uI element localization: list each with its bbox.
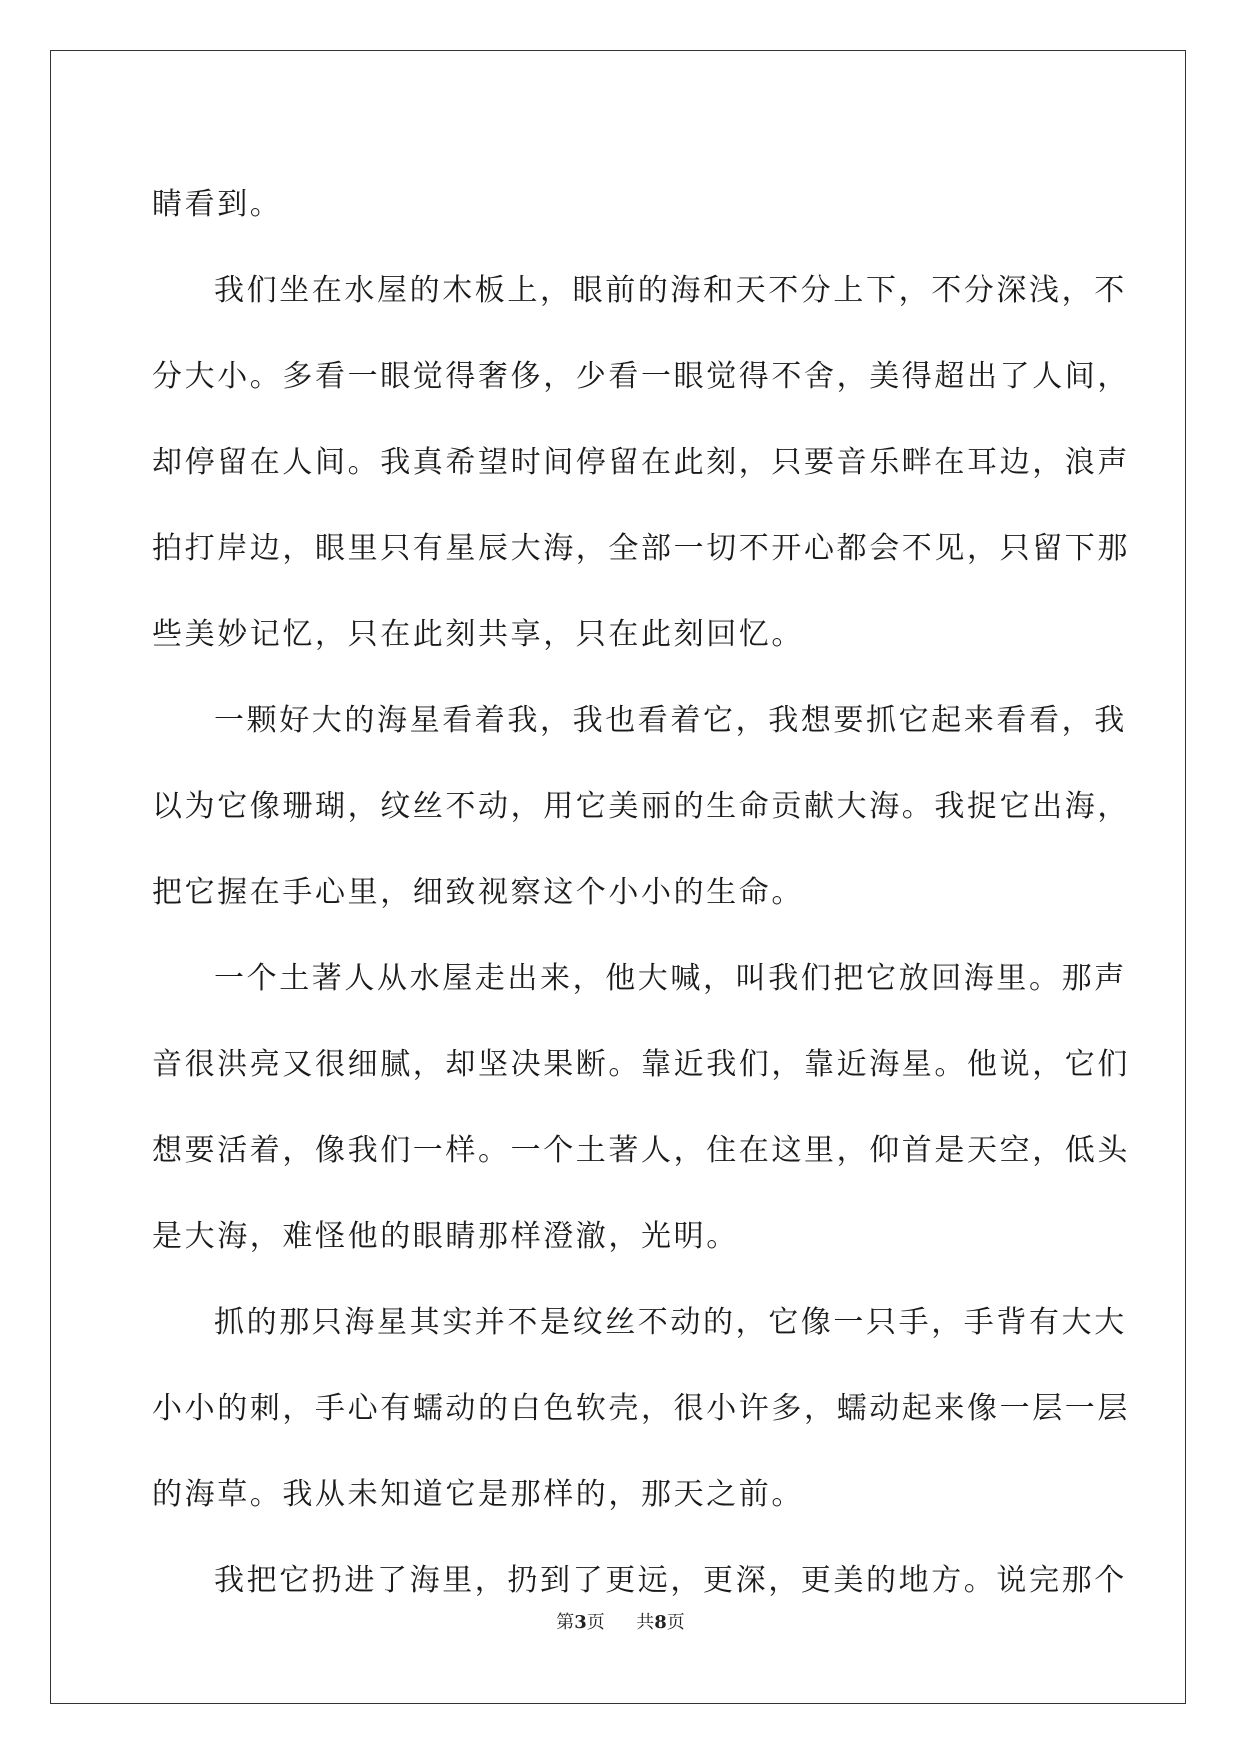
text-line: 睛看到。 — [152, 187, 283, 222]
text-line: 想要活着，像我们一样。一个土著人，住在这里，仰首是天空，低头 — [152, 1133, 1130, 1168]
text-line: 音很洪亮又很细腻，却坚决果断。靠近我们，靠近海星。他说，它们 — [152, 1047, 1130, 1082]
text-line: 拍打岸边，眼里只有星辰大海，全部一切不开心都会不见，只留下那 — [152, 531, 1130, 566]
page-footer — [0, 1608, 1241, 1634]
text-line: 我把它扔进了海里，扔到了更远，更深，更美的地方。说完那个 — [214, 1563, 1127, 1598]
text-line: 一颗好大的海星看着我，我也看着它，我想要抓它起来看看，我 — [214, 703, 1127, 738]
document-body — [152, 162, 1130, 1624]
text-line: 小小的刺，手心有蠕动的白色软壳，很小许多，蠕动起来像一层一层 — [152, 1391, 1130, 1426]
text-line: 以为它像珊瑚，纹丝不动，用它美丽的生命贡献大海。我捉它出海， — [152, 789, 1130, 824]
text-line: 抓的那只海星其实并不是纹丝不动的，它像一只手，手背有大大 — [214, 1305, 1127, 1340]
text-line: 把它握在手心里，细致视察这个小小的生命。 — [152, 875, 804, 910]
text-line: 我们坐在水屋的木板上，眼前的海和天不分上下，不分深浅，不 — [214, 273, 1127, 308]
page-number: 第3页 — [556, 1612, 605, 1633]
text-line: 分大小。多看一眼觉得奢侈，少看一眼觉得不舍，美得超出了人间， — [152, 359, 1130, 394]
text-line: 却停留在人间。我真希望时间停留在此刻，只要音乐畔在耳边，浪声 — [152, 445, 1130, 480]
text-line: 是大海，难怪他的眼睛那样澄澈，光明。 — [152, 1219, 739, 1254]
text-line: 些美妙记忆，只在此刻共享，只在此刻回忆。 — [152, 617, 804, 652]
page-total: 共8页 — [636, 1612, 685, 1633]
text-line: 一个土著人从水屋走出来，他大喊，叫我们把它放回海里。那声 — [214, 961, 1127, 996]
text-line: 的海草。我从未知道它是那样的，那天之前。 — [152, 1477, 804, 1512]
